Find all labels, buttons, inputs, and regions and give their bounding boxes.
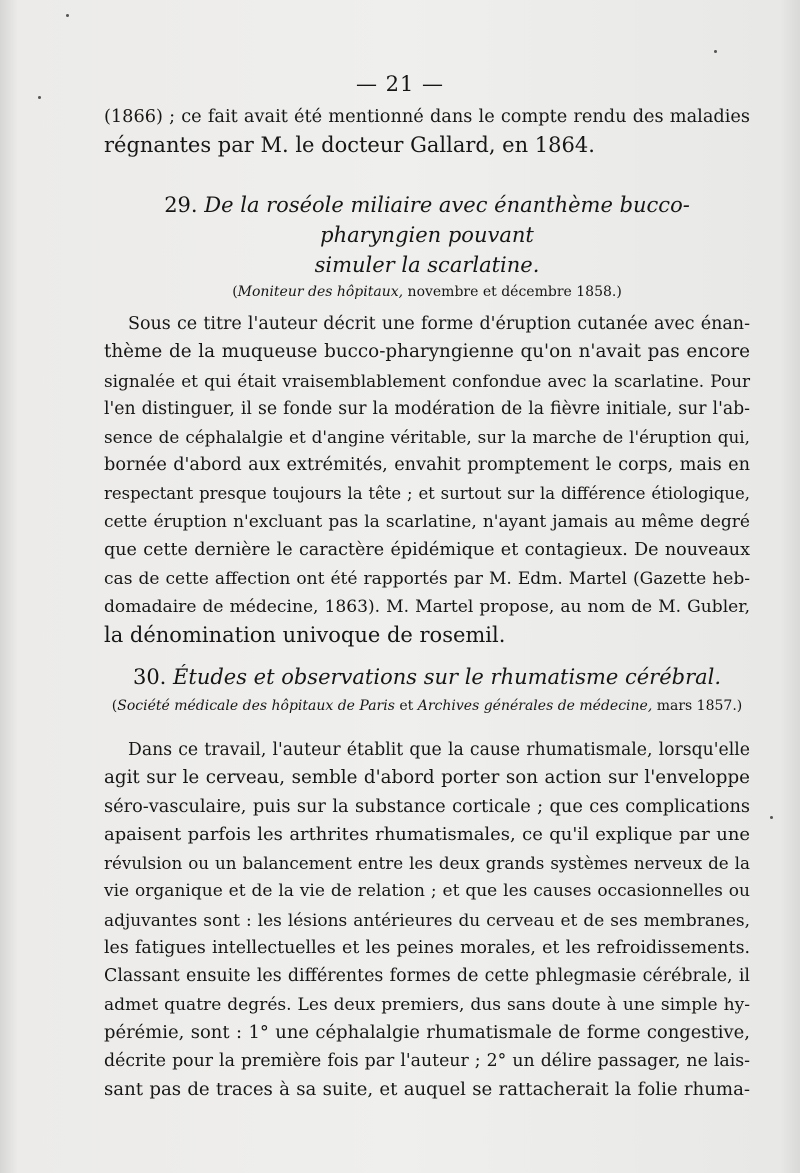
title-line: Études et observations sur le rhumatisme cérébral. — [173, 665, 722, 689]
text-line: adjuvantes sont : les lésions antérieures du cerveau et de ses membranes, — [104, 909, 750, 930]
intro-paragraph — [104, 103, 750, 160]
title-line: De la roséole miliaire avec énanthème bucco-pharyngien pouvant — [204, 193, 690, 247]
source-date: novembre et décembre 1858. — [407, 284, 617, 300]
text-line: révulsion ou un balancement entre les deux grands systèmes nerveux de la — [104, 853, 750, 874]
text-line: agit sur le cerveau, semble d'abord porter son action sur l'enveloppe — [104, 767, 750, 789]
text-line: la dénomination univoque de rosemil. — [104, 623, 506, 648]
text-line: thème de la muqueuse bucco-pharyngienne qu'on n'avait pas encore — [104, 341, 750, 363]
section-30-body — [104, 736, 750, 1104]
section-29 — [104, 190, 750, 650]
section-29-source: (Moniteur des hôpitaux, novembre et décembre 1858.) — [232, 284, 622, 300]
text-line: séro-vasculaire, puis sur la substance corticale ; que ces complications — [104, 796, 750, 817]
section-number: 30. — [132, 665, 167, 689]
text-line: (1866) ; ce fait avait été mentionné dans le compte rendu des maladies — [104, 107, 750, 127]
text-line: apaisent parfois les arthrites rhumatismales, ce qu'il explique par une — [104, 823, 750, 845]
text-line: vie organique et de la vie de relation ; et que les causes occasionnelles ou — [104, 881, 750, 902]
title-line: simuler la scarlatine. — [314, 253, 540, 277]
section-30-title — [104, 662, 750, 692]
section-30 — [104, 662, 750, 1104]
text-line: respectant presque toujours la tête ; et surtout sur la différence étiologique, — [104, 483, 750, 503]
text-line: bornée d'abord aux extrémités, envahit promptement le corps, mais en — [104, 455, 750, 476]
text-line: signalée et qui était vraisemblablement confondue avec la scarlatine. Pour — [104, 370, 750, 391]
section-29-title — [104, 190, 750, 280]
section-number: 29. — [164, 193, 198, 217]
text-line: cette éruption n'excluant pas la scarlatine, n'ayant jamais au même degré — [104, 512, 750, 533]
speck-mark — [38, 96, 41, 99]
section-30-source: (Société médicale des hôpitaux de Paris et Archives générales de médecine, mars 1857.) — [111, 698, 743, 714]
speck-mark — [714, 50, 717, 53]
text-line: régnantes par M. le docteur Gallard, en 1864. — [104, 133, 595, 158]
text-line: sant pas de traces à sa suite, et auquel se rattacherait la folie rhuma- — [104, 1078, 750, 1100]
text-line: Sous ce titre l'auteur décrit une forme d'éruption cutanée avec énan- — [128, 314, 750, 334]
text-line: pérémie, sont : 1° une céphalalgie rhumatismale de forme congestive, — [104, 1021, 750, 1043]
speck-mark — [770, 816, 773, 819]
section-29-body — [104, 310, 750, 650]
source-journal: Moniteur des hôpitaux, — [237, 284, 404, 300]
page-number: — 21 — — [355, 72, 445, 96]
source-and: et — [399, 698, 414, 714]
text-line: admet quatre degrés. Les deux premiers, dus sans doute à une simple hy- — [104, 994, 750, 1015]
text-line: Dans ce travail, l'auteur établit que la cause rhumatismale, lorsqu'elle — [128, 740, 750, 760]
text-line: Classant ensuite les différentes formes de cette phlegmasie cérébrale, il — [104, 966, 750, 987]
text-line: sence de céphalalgie et d'angine véritable, sur la marche de l'éruption qui, — [104, 427, 750, 448]
source-society: Société médicale des hôpitaux de Paris — [117, 698, 395, 714]
speck-mark — [66, 14, 69, 17]
text-line: cas de cette affection ont été rapportés par M. Edm. Martel (Gazette heb- — [104, 568, 750, 589]
source-date: mars 1857. — [656, 698, 737, 714]
text-line: l'en distinguer, il se fonde sur la modération de la fièvre initiale, sur l'ab- — [104, 398, 750, 419]
text-line: les fatigues intellectuelles et les peines morales, et les refroidissements. — [104, 938, 750, 959]
text-line: décrite pour la première fois par l'auteur ; 2° un délire passager, ne lais- — [104, 1051, 750, 1072]
text-line: que cette dernière le caractère épidémique et contagieux. De nouveaux — [104, 540, 750, 561]
source-archives: Archives générales de médecine, — [417, 698, 653, 714]
text-line: domadaire de médecine, 1863). M. Martel propose, au nom de M. Gubler, — [104, 596, 750, 617]
